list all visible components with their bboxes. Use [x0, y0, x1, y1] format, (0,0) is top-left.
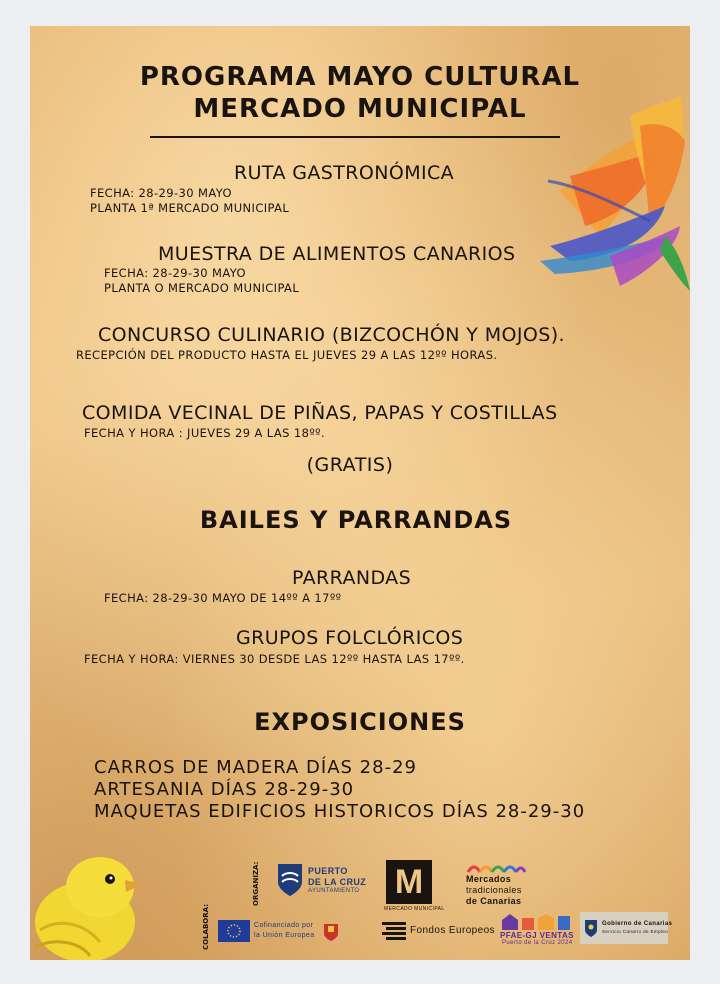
- event-heading: GRUPOS FOLCLÓRICOS: [236, 627, 464, 649]
- event-heading: PARRANDAS: [292, 567, 412, 589]
- section-heading: BAILES Y PARRANDAS: [199, 506, 513, 534]
- page-title-line1: PROGRAMA MAYO CULTURAL: [139, 62, 581, 92]
- event-heading: MUESTRA DE ALIMENTOS CANARIOS: [158, 243, 516, 265]
- mercados-logo-line1: Mercados: [466, 874, 512, 884]
- mercados-wave-icon: [466, 860, 526, 874]
- mercado-municipal-caption: MERCADO MUNICIPAL: [384, 906, 445, 912]
- mercado-municipal-logo: M: [386, 860, 432, 904]
- event-detail: FECHA: 28-29-30 MAYO DE 14ºº A 17ºº: [104, 591, 342, 605]
- pfae-text-line1: PFAE-GJ VENTAS: [500, 931, 574, 940]
- pfae-text-line2: Puerto de la Cruz 2024: [502, 940, 573, 946]
- event-detail: RECEPCIÓN DEL PRODUCTO HASTA EL JUEVES 29 A LAS 12ºº HORAS.: [76, 348, 498, 362]
- eu-text-line1: Cofinanciado por: [254, 922, 314, 929]
- section-heading: EXPOSICIONES: [254, 708, 466, 736]
- event-detail: FECHA: 28-29-30 MAYO: [104, 266, 246, 280]
- event-detail: PLANTA 1ª MERCADO MUNICIPAL: [90, 201, 290, 215]
- mercados-logo-line2: tradicionales: [466, 885, 522, 895]
- gobierno-canarias-icon: [584, 918, 598, 938]
- pfae-market-icon: [500, 912, 572, 930]
- event-detail: FECHA: 28-29-30 MAYO: [90, 186, 232, 200]
- poster: [30, 26, 690, 960]
- gobierno-text-line2: Servicio Canario de Empleo: [602, 929, 669, 934]
- eu-text-line2: la Unión Europea: [254, 932, 315, 939]
- mercados-logo-line3: de Canarias: [466, 896, 522, 906]
- event-detail: PLANTA O MERCADO MUNICIPAL: [104, 281, 300, 295]
- puerto-logo-line1: PUERTO: [308, 866, 348, 876]
- colabora-label: COLABORA:: [202, 904, 210, 950]
- list-item: CARROS DE MADERA DÍAS 28-29: [94, 757, 417, 778]
- list-item: MAQUETAS EDIFICIOS HISTORICOS DÍAS 28-29-30: [94, 801, 586, 822]
- event-detail: FECHA Y HORA: VIERNES 30 DESDE LAS 12ºº HASTA LAS 17ºº.: [84, 652, 465, 666]
- puerto-logo-line3: AYUNTAMIENTO: [308, 888, 360, 894]
- fondos-europeos-text: Fondos Europeos: [410, 925, 495, 936]
- event-note: (GRATIS): [306, 454, 394, 476]
- title-divider: [150, 136, 560, 138]
- puerto-logo-line2: DE LA CRUZ: [308, 877, 367, 887]
- event-heading: COMIDA VECINAL DE PIÑAS, PAPAS Y COSTILLAS: [82, 402, 558, 424]
- spain-coat-icon: [322, 920, 340, 942]
- canary-bird-icon: [30, 852, 150, 960]
- gobierno-canarias-logo: [580, 912, 673, 944]
- event-heading: RUTA GASTRONÓMICA: [234, 162, 455, 184]
- fondos-europeos-icon: [382, 922, 406, 940]
- puerto-shield-icon: [276, 862, 304, 898]
- eu-flag-icon: [218, 920, 250, 942]
- event-heading: CONCURSO CULINARIO (BIZCOCHÓN Y MOJOS).: [98, 324, 565, 346]
- list-item: ARTESANIA DÍAS 28-29-30: [94, 779, 355, 800]
- page-title-line2: MERCADO MUNICIPAL: [193, 94, 527, 124]
- gobierno-text-line1: Gobierno de Canarias: [602, 921, 673, 927]
- organiza-label: ORGANIZA:: [252, 861, 260, 906]
- strelitzia-flower-icon: [540, 96, 690, 296]
- event-detail: FECHA Y HORA : JUEVES 29 A LAS 18ºº.: [84, 426, 326, 440]
